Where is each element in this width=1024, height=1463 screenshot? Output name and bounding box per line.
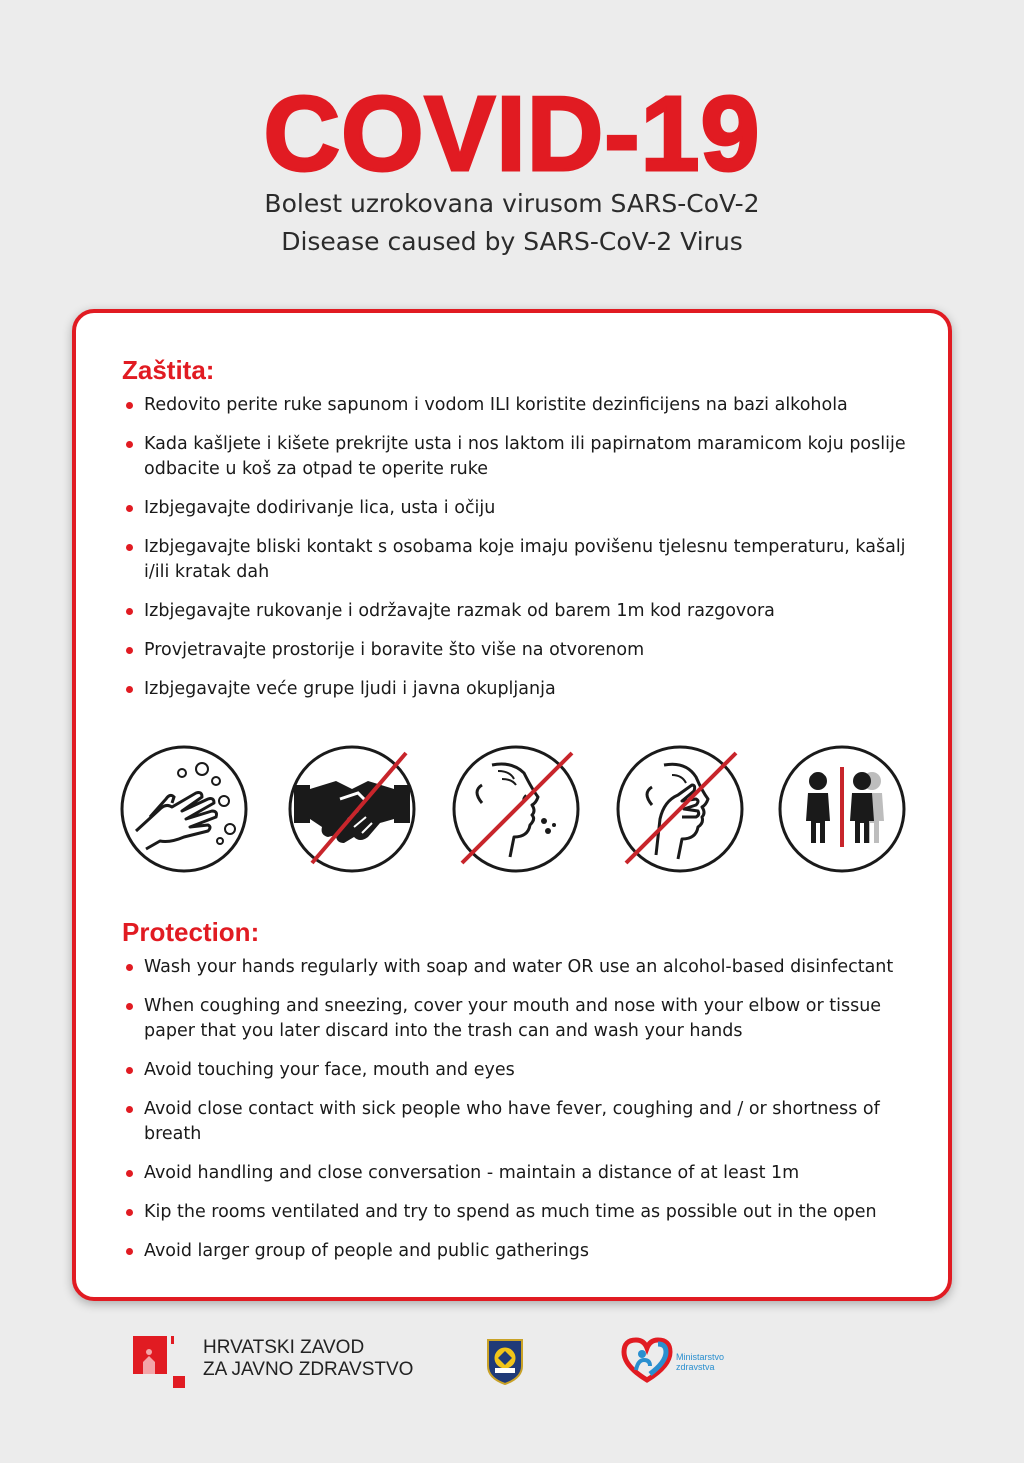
info-panel [72, 309, 952, 1301]
list-item: Kada kašljete i kišete prekrijte usta i nos laktom ili papirnatom maramicom koju poslije odbacite u koš za otpad te operite ruke [124, 432, 914, 482]
list-item: Avoid handling and close conversation - maintain a distance of at least 1m [124, 1161, 914, 1186]
list-item: Avoid larger group of people and public gatherings [124, 1239, 914, 1264]
subtitle-english: Disease caused by SARS-CoV-2 Virus [281, 227, 743, 256]
no-sneezing-icon [452, 745, 580, 873]
bullet-icon [126, 686, 133, 693]
bullet-icon [126, 505, 133, 512]
bullet-icon [126, 544, 133, 551]
bullet-icon [126, 1170, 133, 1177]
ministry-name: Ministarstvo zdravstva [676, 1352, 725, 1372]
bullet-icon [126, 964, 133, 971]
bullet-icon [126, 1248, 133, 1255]
list-item: Provjetravajte prostorije i boravite što više na otvorenom [124, 638, 914, 663]
list-item: Wash your hands regularly with soap and water OR use an alcohol-based disinfectant [124, 955, 914, 980]
list-item: Avoid close contact with sick people who have fever, coughing and / or shortness of breath [124, 1097, 914, 1147]
bullet-icon [126, 608, 133, 615]
heading-croatian: Zaštita: [122, 355, 215, 385]
civil-protection-badge-icon [486, 1338, 524, 1386]
pictogram-row [120, 745, 910, 877]
hand-washing-icon [120, 745, 248, 873]
no-face-touching-icon [616, 745, 744, 873]
subtitle-croatian: Bolest uzrokovana virusom SARS-CoV-2 [264, 189, 760, 218]
hzjz-logo-icon [133, 1336, 185, 1388]
list-item: Redovito perite ruke sapunom i vodom ILI koristite dezinficijens na bazi alkohola [124, 393, 914, 418]
hzjz-name: HRVATSKI ZAVOD ZA JAVNO ZDRAVSTVO [203, 1337, 414, 1380]
list-croatian [124, 393, 914, 716]
no-handshake-icon [288, 745, 416, 873]
bullet-icon [126, 1003, 133, 1010]
bullet-icon [126, 402, 133, 409]
bullet-icon [126, 1209, 133, 1216]
list-item: Avoid touching your face, mouth and eyes [124, 1058, 914, 1083]
list-item: Izbjegavajte bliski kontakt s osobama koje imaju povišenu tjelesnu temperaturu, kašalj i/ili kratak dah [124, 535, 914, 585]
social-distance-icon [778, 745, 906, 873]
list-english [124, 955, 914, 1278]
list-item: Kip the rooms ventilated and try to spend as much time as possible out in the open [124, 1200, 914, 1225]
bullet-icon [126, 1106, 133, 1113]
list-item: Izbjegavajte dodirivanje lica, usta i očiju [124, 496, 914, 521]
page-title: COVID-19 [263, 75, 761, 193]
list-item: When coughing and sneezing, cover your mouth and nose with your elbow or tissue paper that you later discard into the trash can and wash your hands [124, 994, 914, 1044]
heading-english: Protection: [122, 917, 260, 947]
bullet-icon [126, 647, 133, 654]
bullet-icon [126, 441, 133, 448]
bullet-icon [126, 1067, 133, 1074]
list-item: Izbjegavajte rukovanje i održavajte razmak od barem 1m kod razgovora [124, 599, 914, 624]
ministry-of-health-logo-icon [620, 1336, 674, 1384]
list-item: Izbjegavajte veće grupe ljudi i javna okupljanja [124, 677, 914, 702]
